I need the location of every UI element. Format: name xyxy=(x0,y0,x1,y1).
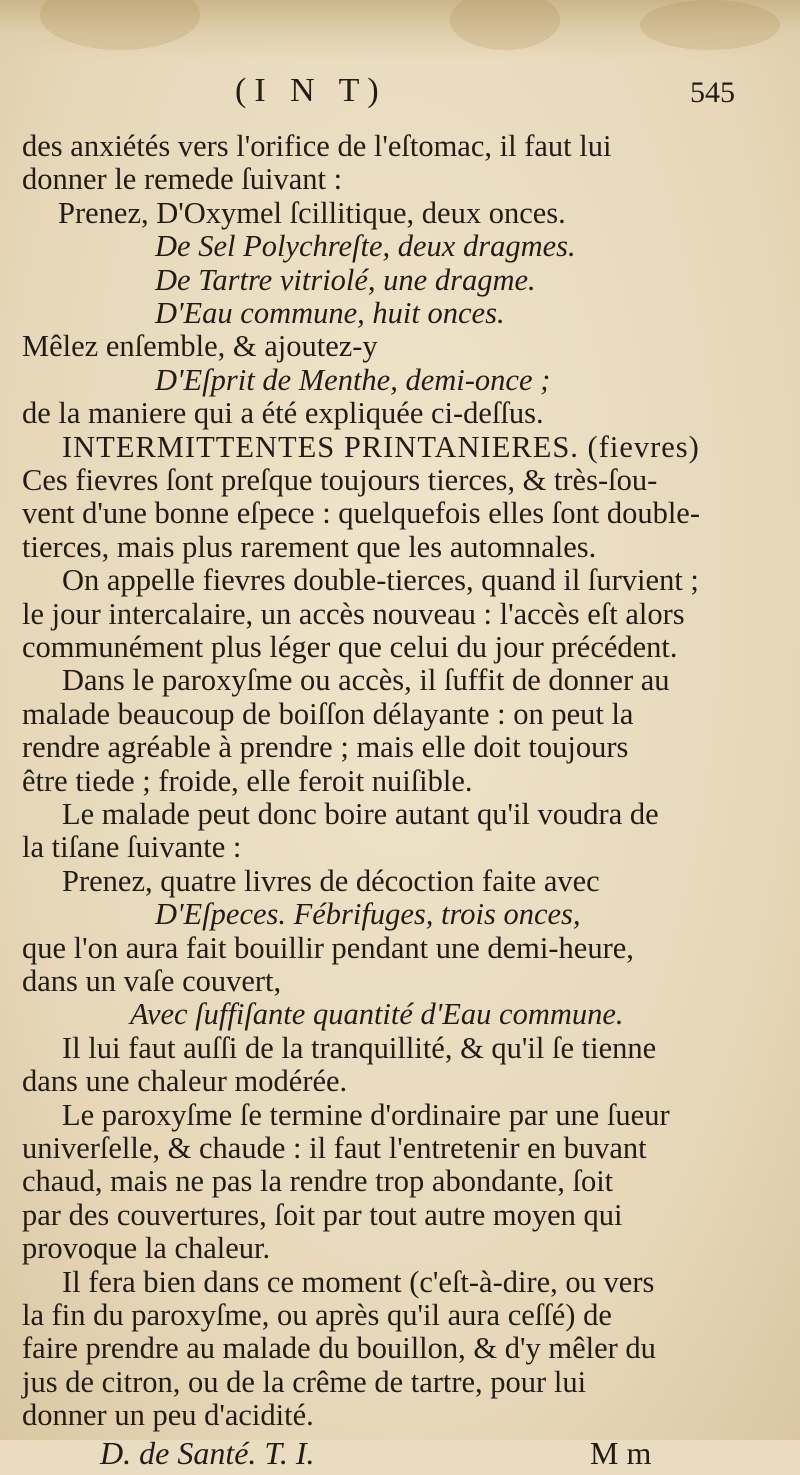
text-line: rendre agréable à prendre ; mais elle doit toujours xyxy=(22,730,629,765)
recipe-line: De Sel Polychreſte, deux dragmes. xyxy=(155,229,576,264)
text-line: malade beaucoup de boiſſon délayante : on peut la xyxy=(22,696,634,731)
text-line: la tiſane ſuivante : xyxy=(22,830,242,865)
text-line: communément plus léger que celui du jour précédent. xyxy=(22,630,678,664)
text-line: être tiede ; froide, elle feroit nuiſible. xyxy=(22,763,473,798)
page-header xyxy=(0,72,800,112)
recipe-line: Avec ſuffiſante quantité d'Eau commune. xyxy=(130,997,624,1032)
text-line: tierces, mais plus rarement que les automnales. xyxy=(22,529,597,564)
text-line: donner le remede ſuivant : xyxy=(22,162,343,197)
text-line: que l'on aura fait bouillir pendant une demi-heure, xyxy=(22,930,634,965)
section-heading: INTERMITTENTES PRINTANIERES. (fievres) xyxy=(62,429,700,464)
text-line: Dans le paroxyſme ou accès, il ſuffit de donner au xyxy=(62,663,670,698)
text-line: jus de citron, ou de la crême de tartre, pour lui xyxy=(22,1364,587,1399)
signature-mark: D. de Santé. T. I. xyxy=(100,1434,315,1471)
text-line: On appelle fievres double-tierces, quand il ſurvient ; xyxy=(62,563,699,598)
text-line: vent d'une bonne eſpece : quelquefois elles ſont double- xyxy=(22,496,700,531)
text-line: le jour intercalaire, un accès nouveau : l'accès eſt alors xyxy=(22,596,685,631)
text-line: Ces fievres ſont preſque toujours tierces, & très-ſou- xyxy=(22,463,658,497)
gathering-mark: M m xyxy=(590,1434,652,1471)
text-line: provoque la chaleur. xyxy=(22,1231,271,1266)
recipe-line: D'Eſprit de Menthe, demi-once ; xyxy=(155,362,551,397)
text-line: des anxiétés vers l'orifice de l'eſtomac, il faut lui xyxy=(22,129,612,163)
text-line: Le malade peut donc boire autant qu'il voudra de xyxy=(62,797,659,831)
text-line: Mêlez enſemble, & ajoutez-y xyxy=(22,329,378,364)
text-line: Il fera bien dans ce moment (c'eſt-à-dire, ou vers xyxy=(62,1264,655,1299)
text-line: de la maniere qui a été expliquée ci-deſſus. xyxy=(22,396,544,431)
page-number: 545 xyxy=(690,76,735,109)
recipe-line: Prenez, quatre livres de décoction faite avec xyxy=(62,863,600,898)
recipe-line: D'Eſpeces. Fébrifuges, trois onces, xyxy=(155,897,581,932)
text-line: Il lui faut auſſi de la tranquillité, & qu'il ſe tienne xyxy=(62,1030,657,1065)
text-line: faire prendre au malade du bouillon, & d'y mêler du xyxy=(22,1331,656,1366)
text-line: univerſelle, & chaude : il faut l'entretenir en buvant xyxy=(22,1131,647,1165)
recipe-line: D'Eau commune, huit onces. xyxy=(155,296,505,330)
running-head: (I N T) xyxy=(235,72,387,109)
recipe-line: Prenez, D'Oxymel ſcillitique, deux onces. xyxy=(58,195,566,230)
recipe-line: De Tartre vitriolé, une dragme. xyxy=(155,262,536,297)
text-line: donner un peu d'acidité. xyxy=(22,1398,314,1433)
text-line: dans un vaſe couvert, xyxy=(22,964,282,998)
text-line: par des couvertures, ſoit par tout autre moyen qui xyxy=(22,1197,623,1232)
text-line: chaud, mais ne pas la rendre trop abondante, ſoit xyxy=(22,1164,614,1199)
page-footer xyxy=(0,1435,800,1475)
text-line: Le paroxyſme ſe termine d'ordinaire par une ſueur xyxy=(62,1097,670,1132)
paper-stain xyxy=(640,0,780,50)
text-line: dans une chaleur modérée. xyxy=(22,1064,348,1099)
text-line: la fin du paroxyſme, ou après qu'il aura ceſſé) de xyxy=(22,1298,612,1332)
